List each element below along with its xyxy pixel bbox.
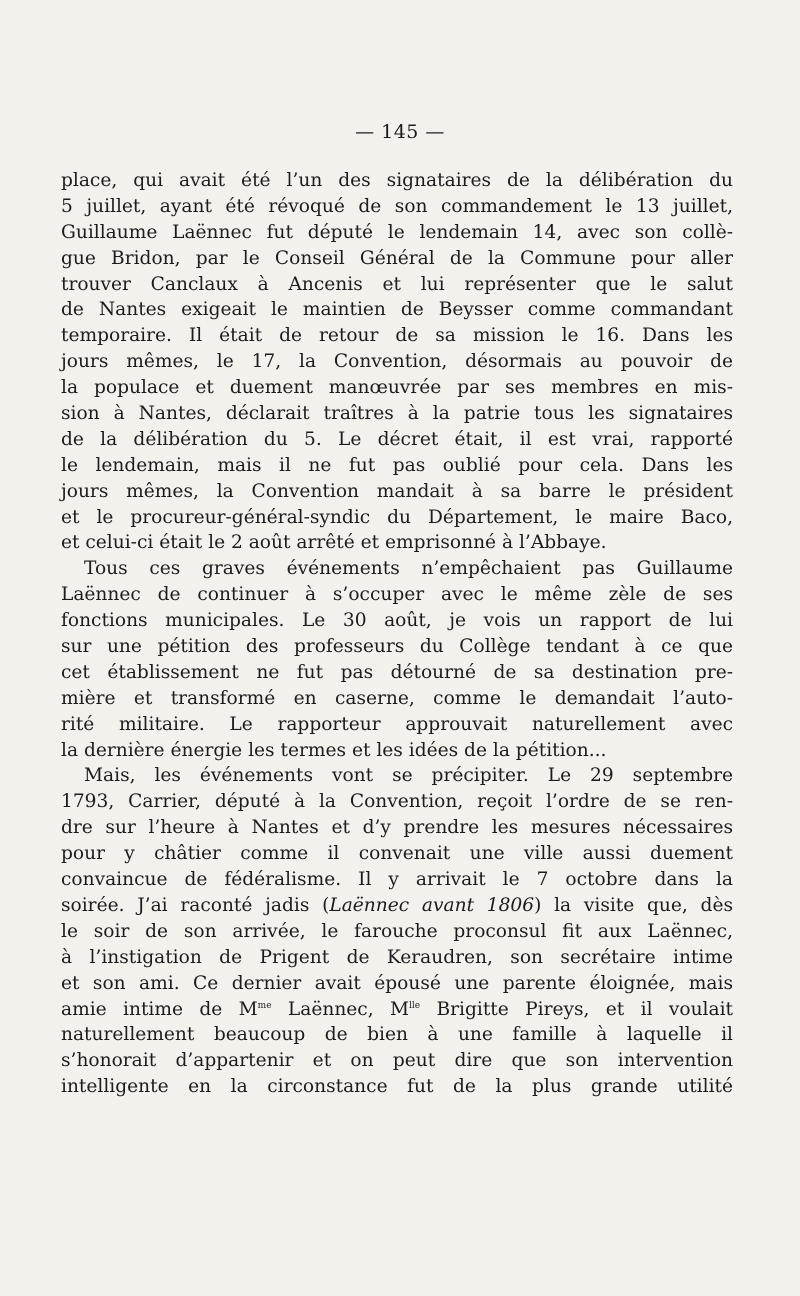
text-line: intelligente en la circonstance fut de la plus grande utilité: [61, 1076, 733, 1098]
text-line: 1793, Carrier, député à la Convention, reçoit l’ordre de se ren-: [61, 791, 733, 813]
text-run: soirée. J’ai raconté jadis (: [61, 894, 330, 916]
text-line: sion à Nantes, déclarait traîtres à la patrie tous les signataires: [61, 403, 733, 425]
citation-title: Laënnec avant 1806: [329, 894, 535, 916]
text-line: s’honorait d’appartenir et on peut dire que son intervention: [61, 1050, 733, 1072]
text-line: dre sur l’heure à Nantes et d’y prendre les mesures nécessaires: [61, 817, 733, 839]
text-line: Tous ces graves événements n’empêchaient pas Guillaume: [84, 558, 733, 580]
text-line: la populace et duement manœuvrée par ses membres en mis-: [61, 377, 733, 399]
text-line: et son ami. Ce dernier avait épousé une parente éloignée, mais: [61, 972, 733, 994]
text-run: Laënnec, M: [271, 998, 410, 1020]
text-line: naturellement beaucoup de bien à une famille à laquelle il: [61, 1024, 733, 1046]
text-line: jours mêmes, le 17, la Convention, désormais au pouvoir de: [61, 351, 733, 373]
text-run: amie intime de M: [61, 998, 258, 1020]
text-line: gue Bridon, par le Conseil Général de la Commune pour aller: [61, 247, 733, 269]
text-line: le soir de son arrivée, le farouche proconsul fit aux Laënnec,: [61, 920, 733, 942]
text-line: cet établissement ne fut pas détourné de sa destination pre-: [61, 661, 733, 683]
text-line: sur une pétition des professeurs du Collège tendant à ce que: [61, 636, 733, 658]
text-line: Mais, les événements vont se précipiter. Le 29 septembre: [84, 765, 733, 787]
text-line: temporaire. Il était de retour de sa mission le 16. Dans les: [61, 325, 733, 347]
text-line: Laënnec de continuer à s’occuper avec le même zèle de ses: [61, 584, 733, 606]
text-line: de Nantes exigeait le maintien de Beysser comme commandant: [61, 299, 733, 321]
text-line: place, qui avait été l’un des signataires de la délibération du: [61, 170, 733, 191]
superscript: lle: [409, 1000, 421, 1011]
text-line: rité militaire. Le rapporteur approuvait naturellement avec: [61, 713, 733, 735]
text-run: ) la visite que, dès: [534, 894, 733, 916]
text-line: 5 juillet, ayant été révoqué de son commandement le 13 juillet,: [61, 195, 733, 217]
text-line: la dernière énergie les termes et les idées de la pétition...: [61, 739, 607, 761]
text-line: le lendemain, mais il ne fut pas oublié pour cela. Dans les: [61, 454, 733, 476]
text-line: fonctions municipales. Le 30 août, je vois un rapport de lui: [61, 610, 733, 632]
superscript: me: [257, 1000, 272, 1011]
text-line: [61, 997, 733, 1023]
text-line: pour y châtier comme il convenait une ville aussi duement: [61, 843, 733, 865]
page-number: — 145 —: [355, 121, 445, 143]
text-run: Brigitte Pireys, et il voulait: [420, 998, 733, 1020]
body-text: [61, 168, 733, 1100]
text-line: jours mêmes, la Convention mandait à sa barre le président: [61, 480, 733, 502]
text-line: [61, 893, 733, 919]
text-line: mière et transformé en caserne, comme le demandait l’auto-: [61, 687, 733, 709]
text-line: et celui-ci était le 2 août arrêté et emprisonné à l’Abbaye.: [61, 532, 607, 554]
text-line: trouver Canclaux à Ancenis et lui représenter que le salut: [61, 273, 733, 295]
text-line: à l’instigation de Prigent de Keraudren, son secrétaire intime: [61, 946, 733, 968]
text-line: de la délibération du 5. Le décret était, il est vrai, rapporté: [61, 428, 733, 450]
text-line: convaincue de fédéralisme. Il y arrivait le 7 octobre dans la: [61, 869, 733, 891]
text-line: Guillaume Laënnec fut député le lendemain 14, avec son collè-: [61, 221, 733, 243]
text-line: et le procureur-général-syndic du Département, le maire Baco,: [61, 506, 733, 528]
